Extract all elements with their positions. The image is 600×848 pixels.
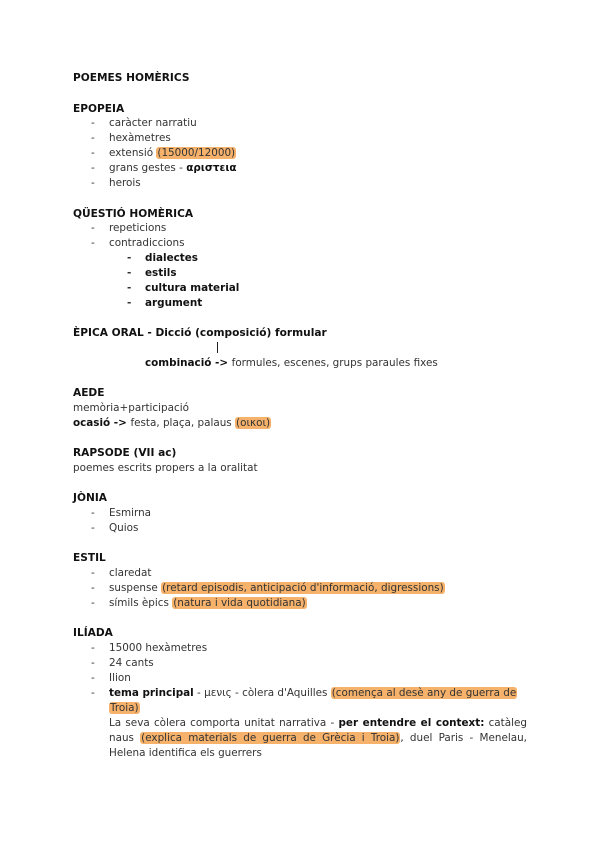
connector-bar [217, 342, 218, 353]
epopeia-extension-label: extensió [109, 147, 154, 159]
aede-ocasio-line [73, 417, 271, 430]
epica-label: ÈPICA ORAL - [73, 327, 156, 339]
jonia-item-2: Quios [109, 522, 139, 534]
sub-bullet-dash: - [127, 252, 132, 264]
iliada-item-3: Ilion [109, 672, 131, 684]
iliada-para-bold: per entendre el context: [338, 717, 485, 729]
epopeia-item-3 [109, 147, 236, 160]
questio-subitem-3: cultura material [145, 282, 240, 294]
iliada-tema-greek: μενις [204, 687, 232, 699]
bullet-dash: - [91, 222, 95, 234]
iliada-tema-label: tema principal [109, 687, 194, 699]
iliada-heading: ILÍADA [73, 627, 113, 639]
epopeia-gestes-greek: αριστεια [186, 162, 237, 174]
questio-subitem-2: estils [145, 267, 177, 279]
estil-heading: ESTIL [73, 552, 106, 564]
questio-subitem-4: argument [145, 297, 203, 309]
iliada-para-text-3: , duel Paris - Menelau, Helena identifica els guerrers [109, 732, 527, 760]
iliada-tema-sep2: - còlera d'Aquilles [231, 687, 331, 699]
bullet-dash: - [91, 672, 95, 684]
bullet-dash: - [91, 642, 95, 654]
epopeia-item-2: hexàmetres [109, 132, 171, 144]
epopeia-heading: EPOPEIA [73, 103, 125, 115]
questio-heading: QÜESTIÓ HOMÈRICA [73, 208, 194, 220]
aede-line-1: memòria+participació [73, 402, 189, 414]
bullet-dash: - [91, 582, 95, 594]
epopeia-item-1: caràcter narratiu [109, 117, 197, 129]
jonia-heading: JÒNIA [73, 492, 107, 504]
iliada-tema-line [109, 687, 517, 700]
bullet-dash: - [91, 522, 95, 534]
rapsode-heading: RAPSODE (VII ac) [73, 447, 177, 459]
aede-ocasio-label: ocasió -> [73, 417, 131, 429]
sub-bullet-dash: - [127, 282, 132, 294]
bullet-dash: - [91, 132, 95, 144]
questio-item-2: contradiccions [109, 237, 185, 249]
bullet-dash: - [91, 162, 95, 174]
epica-formula: Dicció (composició) formular [155, 327, 327, 339]
bullet-dash: - [91, 117, 95, 129]
epica-combo-label: combinació -> [145, 357, 232, 369]
bullet-dash: - [91, 687, 95, 699]
estil-similes-label: símils èpics [109, 597, 173, 609]
bullet-dash: - [91, 177, 95, 189]
estil-suspense-label: suspense [109, 582, 162, 594]
estil-item-1: claredat [109, 567, 152, 579]
bullet-dash: - [91, 597, 95, 609]
iliada-tema-line-2 [109, 702, 140, 715]
iliada-item-2: 24 cants [109, 657, 154, 669]
estil-suspense-note: (retard episodis, anticipació d'informació, digressions) [162, 582, 444, 594]
bullet-dash: - [91, 567, 95, 579]
bullet-dash: - [91, 507, 95, 519]
jonia-item-1: Esmirna [109, 507, 152, 519]
sub-bullet-dash: - [127, 267, 132, 279]
epopeia-extension-highlight: (15000/12000) [157, 147, 236, 159]
iliada-item-1: 15000 hexàmetres [109, 642, 208, 654]
iliada-para-text-1: La seva còlera comporta unitat narrativa - [109, 717, 339, 729]
iliada-tema-note-2: Troia) [110, 702, 139, 714]
rapsode-line-1: poemes escrits propers a la oralitat [73, 462, 258, 474]
bullet-dash: - [91, 657, 95, 669]
epopeia-gestes-label: grans gestes - [109, 162, 187, 174]
aede-heading: AEDE [73, 387, 105, 399]
epica-combo-text: formules, escenes, grups paraules fixes [231, 357, 438, 369]
aede-ocasio-text: festa, plaça, palaus [130, 417, 236, 429]
aede-ocasio-greek: (οικοι) [236, 417, 271, 429]
epopeia-item-4 [109, 162, 237, 175]
questio-subitem-1: dialectes [145, 252, 198, 264]
bullet-dash: - [91, 147, 95, 159]
iliada-tema-sep1: - [193, 687, 205, 699]
iliada-paragraph [109, 716, 527, 762]
sub-bullet-dash: - [127, 297, 132, 309]
document-title: POEMES HOMÈRICS [73, 72, 190, 84]
iliada-para-text-2: catàleg naus [109, 717, 527, 745]
iliada-tema-note-1: (comença al desè any de guerra de [331, 687, 517, 699]
epica-combo-line [145, 357, 438, 370]
estil-item-2 [109, 582, 445, 595]
bullet-dash: - [91, 237, 95, 249]
iliada-para-note: (explica materials de guerra de Grècia i Troia) [141, 732, 400, 745]
epica-line [73, 327, 327, 340]
questio-item-1: repeticions [109, 222, 167, 234]
estil-similes-note: (natura i vida quotidiana) [173, 597, 306, 609]
epopeia-item-5: herois [109, 177, 141, 189]
estil-item-3 [109, 597, 307, 610]
